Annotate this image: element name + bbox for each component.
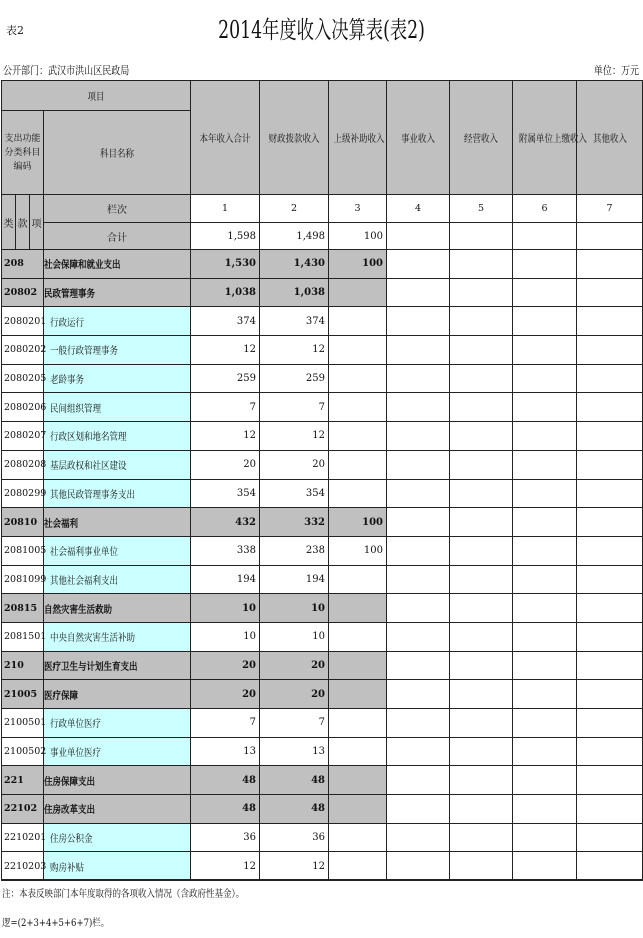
total-row	[2, 223, 643, 250]
value-col-7	[577, 737, 643, 766]
total-value-2: 1,498	[260, 223, 329, 250]
subtotal-row	[2, 250, 643, 279]
total-value-6	[513, 223, 577, 250]
subject-code: 2080205	[2, 364, 44, 393]
value-col-3	[329, 479, 387, 508]
value-col-5	[450, 422, 513, 451]
value-col-1: 374	[191, 307, 260, 336]
value-col-6	[513, 450, 577, 479]
subject-name	[44, 766, 191, 795]
value-col-3	[329, 565, 387, 594]
value-col-5	[450, 307, 513, 336]
table-row	[2, 450, 643, 479]
value-col-7	[577, 766, 643, 795]
col-number-5: 5	[450, 195, 513, 223]
subject-code: 208	[2, 250, 44, 279]
subject-code: 221	[2, 766, 44, 795]
value-col-4	[387, 852, 450, 881]
value-col-2: 1,430	[260, 250, 329, 279]
subject-name	[44, 364, 191, 393]
form-number: 表2	[6, 24, 24, 37]
subject-name	[44, 852, 191, 881]
col-number-6: 6	[513, 195, 577, 223]
value-col-3	[329, 364, 387, 393]
subject-name-text: 医疗保障	[44, 690, 78, 702]
value-col-2: 194	[260, 565, 329, 594]
value-col-1: 36	[191, 823, 260, 852]
subject-name-text: 医疗卫生与计划生育支出	[44, 661, 138, 673]
value-col-1: 20	[191, 680, 260, 709]
value-col-4	[387, 422, 450, 451]
value-col-5	[450, 651, 513, 680]
value-col-2: 10	[260, 622, 329, 651]
value-col-4	[387, 823, 450, 852]
value-col-6	[513, 508, 577, 537]
value-col-6	[513, 479, 577, 508]
subject-code: 2100502	[2, 737, 44, 766]
subject-name	[44, 594, 191, 623]
subject-name	[44, 709, 191, 738]
value-col-7	[577, 250, 643, 279]
value-col-5	[450, 565, 513, 594]
value-col-7	[577, 622, 643, 651]
col-number-1: 1	[191, 195, 260, 223]
name-header: 科目名称	[44, 111, 191, 195]
value-col-2: 374	[260, 307, 329, 336]
subject-code: 2080202	[2, 336, 44, 365]
value-col-3	[329, 651, 387, 680]
subject-name-text: 住房公积金	[50, 834, 93, 846]
subject-name-text: 中央自然灾害生活补助	[50, 633, 135, 645]
subject-name	[44, 565, 191, 594]
value-col-6	[513, 709, 577, 738]
value-col-5	[450, 737, 513, 766]
subtotal-row	[2, 766, 643, 795]
value-col-2: 1,038	[260, 278, 329, 307]
value-col-5	[450, 795, 513, 824]
value-col-6	[513, 823, 577, 852]
value-col-5	[450, 479, 513, 508]
value-col-6	[513, 393, 577, 422]
total-value-4	[387, 223, 450, 250]
value-col-3	[329, 795, 387, 824]
value-col-1: 48	[191, 766, 260, 795]
page-title: 2014年度收入决算表(表2)	[218, 16, 425, 44]
subject-name	[44, 508, 191, 537]
value-col-3	[329, 852, 387, 881]
value-col-6	[513, 364, 577, 393]
value-col-2: 48	[260, 766, 329, 795]
value-col-2: 13	[260, 737, 329, 766]
value-col-5	[450, 450, 513, 479]
value-col-3: 100	[329, 536, 387, 565]
value-col-5	[450, 536, 513, 565]
value-col-7	[577, 536, 643, 565]
value-col-7	[577, 594, 643, 623]
value-col-2: 20	[260, 651, 329, 680]
value-col-4	[387, 594, 450, 623]
value-col-4	[387, 795, 450, 824]
subject-name	[44, 795, 191, 824]
subject-name-text: 民间组织管理	[50, 403, 101, 415]
value-col-6	[513, 651, 577, 680]
table-row	[2, 479, 643, 508]
subject-name-text: 民政管理事务	[44, 289, 95, 301]
value-col-2: 12	[260, 422, 329, 451]
value-col-3: 100	[329, 250, 387, 279]
value-col-2: 7	[260, 709, 329, 738]
value-col-5	[450, 393, 513, 422]
table-row	[2, 622, 643, 651]
value-col-3	[329, 307, 387, 336]
subject-name-text: 社会福利	[44, 518, 78, 530]
value-col-7	[577, 450, 643, 479]
value-col-2: 12	[260, 852, 329, 881]
value-col-6	[513, 536, 577, 565]
value-col-5	[450, 852, 513, 881]
value-col-1: 10	[191, 622, 260, 651]
total-label: 合计	[44, 223, 191, 250]
value-col-3	[329, 766, 387, 795]
subject-code: 2081501	[2, 622, 44, 651]
subject-name-text: 其他社会福利支出	[50, 575, 118, 587]
value-col-4	[387, 709, 450, 738]
value-col-1: 7	[191, 393, 260, 422]
value-col-5	[450, 336, 513, 365]
value-col-1: 354	[191, 479, 260, 508]
total-value-3: 100	[329, 223, 387, 250]
value-col-7	[577, 565, 643, 594]
value-col-4	[387, 680, 450, 709]
total-value-5	[450, 223, 513, 250]
value-col-1: 194	[191, 565, 260, 594]
value-col-1: 13	[191, 737, 260, 766]
xiang-header: 项	[30, 195, 44, 250]
value-col-4	[387, 479, 450, 508]
col-header-2: 财政拨款收入	[260, 81, 329, 195]
value-col-7	[577, 709, 643, 738]
value-col-4	[387, 565, 450, 594]
subject-code: 210	[2, 651, 44, 680]
subject-name	[44, 393, 191, 422]
lanci-header: 栏次	[44, 195, 191, 223]
value-col-7	[577, 508, 643, 537]
value-col-4	[387, 336, 450, 365]
value-col-2: 20	[260, 680, 329, 709]
footnote: 注：本表反映部门本年度取得的各项收入情况（含政府性基金）。	[2, 889, 245, 900]
subject-code: 20802	[2, 278, 44, 307]
subject-name-text: 事业单位医疗	[50, 748, 101, 760]
value-col-6	[513, 422, 577, 451]
lei-header: 类	[2, 195, 16, 250]
value-col-1: 20	[191, 651, 260, 680]
subject-name-text: 住房保障支出	[44, 776, 95, 788]
subject-name	[44, 536, 191, 565]
col-header-5: 经营收入	[450, 81, 513, 195]
subject-code: 2210203	[2, 852, 44, 881]
subject-name-text: 一般行政管理事务	[50, 346, 118, 358]
value-col-3	[329, 278, 387, 307]
value-col-6	[513, 336, 577, 365]
subject-name-text: 行政单位医疗	[50, 719, 101, 731]
value-col-6	[513, 852, 577, 881]
subject-name	[44, 680, 191, 709]
subject-name-text: 购房补贴	[50, 862, 84, 874]
value-col-7	[577, 651, 643, 680]
value-col-6	[513, 278, 577, 307]
subtotal-row	[2, 680, 643, 709]
subject-code: 2081099	[2, 565, 44, 594]
value-col-1: 48	[191, 795, 260, 824]
subject-name	[44, 336, 191, 365]
subject-code: 2080299	[2, 479, 44, 508]
col-number-7: 7	[577, 195, 643, 223]
value-col-5	[450, 594, 513, 623]
income-table	[1, 80, 643, 881]
value-col-1: 1,038	[191, 278, 260, 307]
value-col-5	[450, 364, 513, 393]
value-col-6	[513, 766, 577, 795]
value-col-5	[450, 622, 513, 651]
value-col-1: 7	[191, 709, 260, 738]
value-col-2: 36	[260, 823, 329, 852]
total-value-7	[577, 223, 643, 250]
value-col-4	[387, 651, 450, 680]
value-col-7	[577, 823, 643, 852]
subtotal-row	[2, 508, 643, 537]
value-col-1: 259	[191, 364, 260, 393]
value-col-4	[387, 622, 450, 651]
value-col-6	[513, 622, 577, 651]
subject-name-text: 住房改革支出	[44, 805, 95, 817]
value-col-5	[450, 250, 513, 279]
value-col-2: 12	[260, 336, 329, 365]
subject-code: 2080206	[2, 393, 44, 422]
col-number-2: 2	[260, 195, 329, 223]
table-row	[2, 364, 643, 393]
value-col-6	[513, 795, 577, 824]
value-col-4	[387, 307, 450, 336]
subject-name	[44, 250, 191, 279]
value-col-2: 332	[260, 508, 329, 537]
table-row	[2, 737, 643, 766]
value-col-7	[577, 795, 643, 824]
col-number-4: 4	[387, 195, 450, 223]
value-col-5	[450, 709, 513, 738]
value-col-4	[387, 450, 450, 479]
subject-name-text: 社会保障和就业支出	[44, 260, 121, 272]
subject-name	[44, 422, 191, 451]
value-col-3	[329, 594, 387, 623]
value-col-3	[329, 823, 387, 852]
subtotal-row	[2, 651, 643, 680]
value-col-3	[329, 336, 387, 365]
value-col-7	[577, 852, 643, 881]
subject-name	[44, 479, 191, 508]
subject-code: 22102	[2, 795, 44, 824]
subject-name	[44, 651, 191, 680]
subject-code: 20810	[2, 508, 44, 537]
unit-label: 单位：万元	[593, 64, 639, 77]
subject-name	[44, 307, 191, 336]
table-row	[2, 307, 643, 336]
subtotal-row	[2, 594, 643, 623]
value-col-4	[387, 278, 450, 307]
subject-name-text: 老龄事务	[50, 375, 84, 387]
subject-code: 2100501	[2, 709, 44, 738]
value-col-4	[387, 250, 450, 279]
value-col-7	[577, 680, 643, 709]
subject-code: 2210201	[2, 823, 44, 852]
table-row	[2, 823, 643, 852]
subtotal-row	[2, 278, 643, 307]
subject-name	[44, 737, 191, 766]
value-col-5	[450, 278, 513, 307]
value-col-5	[450, 823, 513, 852]
project-header: 项目	[2, 81, 191, 111]
table-row	[2, 709, 643, 738]
value-col-1: 12	[191, 422, 260, 451]
subject-name-text: 行政运行	[50, 317, 84, 329]
value-col-1: 20	[191, 450, 260, 479]
value-col-6	[513, 594, 577, 623]
value-col-4	[387, 508, 450, 537]
value-col-6	[513, 737, 577, 766]
col-header-3: 上级补助收入	[329, 81, 387, 195]
header-row-project	[2, 81, 643, 111]
value-col-3	[329, 422, 387, 451]
value-col-4	[387, 766, 450, 795]
value-col-2: 48	[260, 795, 329, 824]
total-value-1: 1,598	[191, 223, 260, 250]
col-header-1: 本年收入合计	[191, 81, 260, 195]
value-col-3	[329, 393, 387, 422]
value-col-6	[513, 565, 577, 594]
value-col-2: 7	[260, 393, 329, 422]
value-col-7	[577, 278, 643, 307]
value-col-7	[577, 422, 643, 451]
code-header: 支出功能分类科目编码	[2, 111, 44, 195]
value-col-1: 10	[191, 594, 260, 623]
table-row	[2, 536, 643, 565]
col-header-4: 事业收入	[387, 81, 450, 195]
value-col-5	[450, 680, 513, 709]
kuan-header: 款	[16, 195, 30, 250]
value-col-3: 100	[329, 508, 387, 537]
value-col-1: 1,530	[191, 250, 260, 279]
table-row	[2, 336, 643, 365]
subtotal-row	[2, 795, 643, 824]
value-col-4	[387, 536, 450, 565]
formula-note: 逻=(2+3+4+5+6+7)栏。	[2, 918, 110, 929]
value-col-4	[387, 737, 450, 766]
table-row	[2, 422, 643, 451]
value-col-6	[513, 250, 577, 279]
table-row	[2, 393, 643, 422]
value-col-3	[329, 680, 387, 709]
value-col-5	[450, 766, 513, 795]
header-row-lanci	[2, 195, 643, 223]
value-col-5	[450, 508, 513, 537]
value-col-2: 238	[260, 536, 329, 565]
subject-name-text: 其他民政管理事务支出	[50, 489, 135, 501]
value-col-3	[329, 709, 387, 738]
subject-code: 2081005	[2, 536, 44, 565]
table-bottom-rule	[1, 879, 642, 881]
subject-name-text: 基层政权和社区建设	[50, 461, 127, 473]
table-row	[2, 565, 643, 594]
col-header-7: 其他收入	[577, 81, 643, 195]
col-header-6: 附属单位上缴收入	[513, 81, 577, 195]
subject-name	[44, 450, 191, 479]
subject-name-text: 自然灾害生活救助	[44, 604, 112, 616]
value-col-1: 12	[191, 852, 260, 881]
subject-name	[44, 622, 191, 651]
value-col-1: 338	[191, 536, 260, 565]
value-col-7	[577, 479, 643, 508]
value-col-1: 432	[191, 508, 260, 537]
subject-name	[44, 278, 191, 307]
value-col-7	[577, 364, 643, 393]
value-col-6	[513, 307, 577, 336]
value-col-7	[577, 307, 643, 336]
value-col-7	[577, 393, 643, 422]
value-col-1: 12	[191, 336, 260, 365]
value-col-4	[387, 393, 450, 422]
value-col-2: 20	[260, 450, 329, 479]
subject-code: 21005	[2, 680, 44, 709]
value-col-2: 354	[260, 479, 329, 508]
subject-code: 20815	[2, 594, 44, 623]
value-col-3	[329, 450, 387, 479]
value-col-3	[329, 737, 387, 766]
value-col-2: 259	[260, 364, 329, 393]
subject-name	[44, 823, 191, 852]
value-col-7	[577, 336, 643, 365]
value-col-3	[329, 622, 387, 651]
table-row	[2, 852, 643, 881]
subject-code: 2080201	[2, 307, 44, 336]
value-col-4	[387, 364, 450, 393]
value-col-6	[513, 680, 577, 709]
subject-code: 2080208	[2, 450, 44, 479]
subject-code: 2080207	[2, 422, 44, 451]
subject-name-text: 行政区划和地名管理	[50, 432, 127, 444]
subject-name-text: 社会福利事业单位	[50, 547, 118, 559]
value-col-2: 10	[260, 594, 329, 623]
col-number-3: 3	[329, 195, 387, 223]
department-label: 公开部门：武汉市洪山区民政局	[3, 64, 130, 77]
